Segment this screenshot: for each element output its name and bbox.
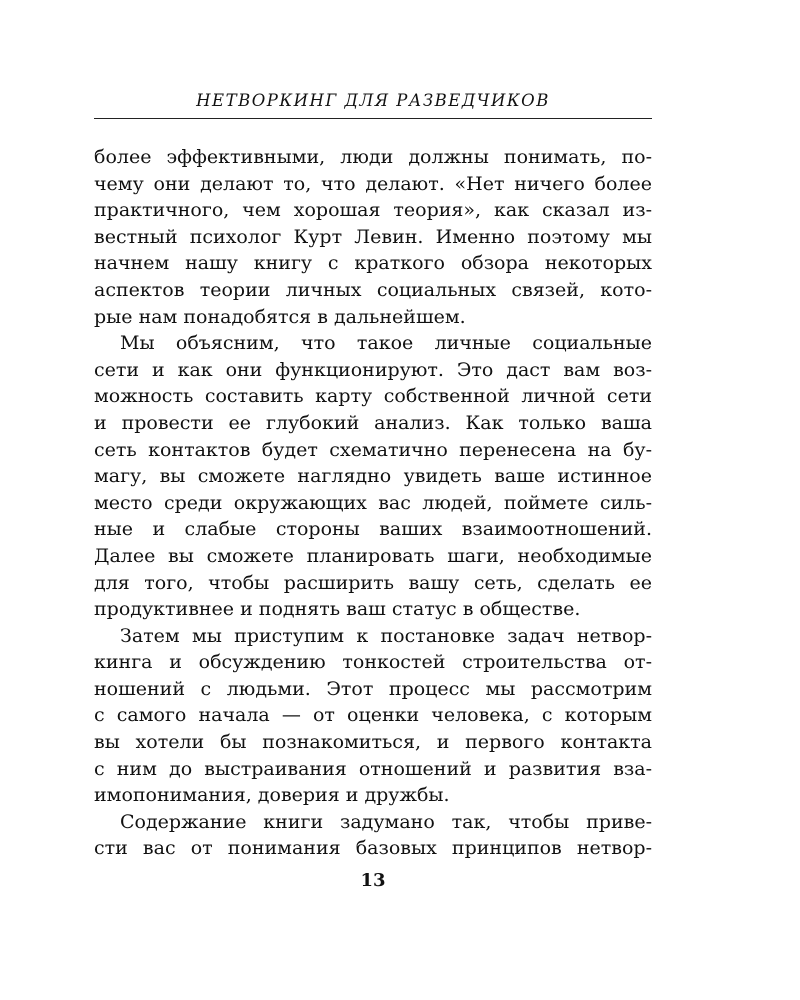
- text-line: можность составить карту собственной личной сети: [94, 385, 652, 408]
- text-line: вестный психолог Курт Левин. Именно поэтому мы: [94, 225, 652, 248]
- header-rule: [94, 118, 652, 119]
- text-line: практичного, чем хорошая теория», как сказал из-: [94, 199, 652, 222]
- text-line: ные и слабые стороны ваших взаимоотношений.: [94, 518, 652, 541]
- text-line: сти вас от понимания базовых принципов нетвор-: [94, 837, 652, 860]
- text-line: с ним до выстраивания отношений и развития вза-: [94, 757, 652, 780]
- text-line: с самого начала — от оценки человека, с которым: [94, 704, 652, 727]
- text-line: кинга и обсуждению тонкостей строительства от-: [94, 651, 652, 674]
- text-line: Далее вы сможете планировать шаги, необходимые: [94, 544, 652, 567]
- text-line: сеть контактов будет схематично перенесена на бу-: [94, 438, 652, 461]
- body-text: [94, 144, 652, 862]
- running-head: НЕТВОРКИНГ ДЛЯ РАЗВЕДЧИКОВ: [196, 91, 550, 110]
- text-line: место среди окружающих вас людей, поймете силь-: [94, 491, 652, 514]
- text-line: имопонимания, доверия и дружбы.: [94, 784, 450, 807]
- text-line: Затем мы приступим к постановке задач нетвор-: [120, 624, 652, 647]
- page-number: 13: [360, 870, 386, 891]
- text-line: чему они делают то, что делают. «Нет ничего более: [94, 172, 652, 195]
- text-line: начнем нашу книгу с краткого обзора некоторых: [94, 252, 652, 275]
- text-line: более эффективными, люди должны понимать, по-: [94, 146, 652, 168]
- text-line: рые нам понадобятся в дальнейшем.: [94, 305, 466, 328]
- text-line: Содержание книги задумано так, чтобы приве-: [120, 810, 652, 833]
- text-line: продуктивнее и поднять ваш статус в обществе.: [94, 598, 581, 621]
- text-line: и провести ее глубокий анализ. Как только ваша: [94, 411, 652, 434]
- text-line: аспектов теории личных социальных связей, кото-: [94, 278, 652, 301]
- text-line: вы хотели бы познакомиться, и первого контакта: [94, 731, 652, 754]
- text-line: для того, чтобы расширить вашу сеть, сделать ее: [94, 571, 652, 594]
- text-line: ношений с людьми. Этот процесс мы рассмотрим: [94, 677, 652, 700]
- text-line: Мы объясним, что такое личные социальные: [120, 332, 652, 355]
- text-line: магу, вы сможете наглядно увидеть ваше истинное: [94, 465, 652, 488]
- text-line: сети и как они функционируют. Это даст вам воз-: [94, 358, 652, 381]
